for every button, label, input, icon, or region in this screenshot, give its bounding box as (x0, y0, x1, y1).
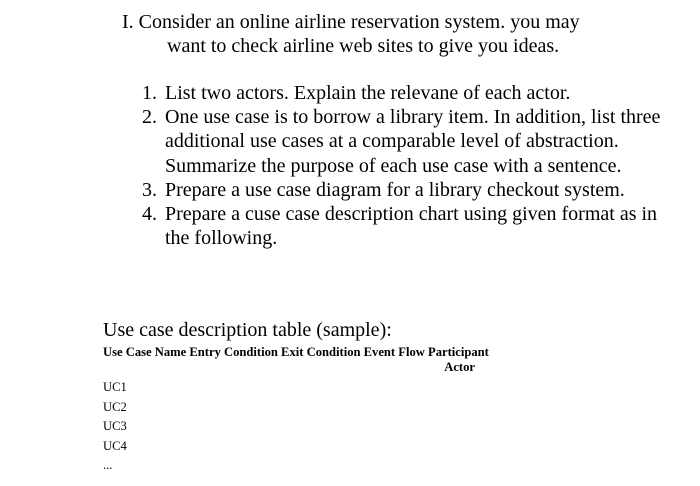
question-items (142, 81, 662, 250)
question-title (122, 10, 682, 58)
item-number: 2. (142, 106, 157, 129)
question-line-2: want to check airline web sites to give you ideas. (167, 35, 560, 57)
item-text: One use case is to borrow a library item. In addition, list three additional use cases at a comparable level of abstraction. Summarize the purpose of each use case with a sentence. (165, 106, 661, 177)
item-number: 4. (142, 203, 157, 226)
item-text: List two actors. Explain the relevane of each actor. (165, 82, 571, 104)
list-item (142, 202, 662, 250)
table-row: UC3 (103, 419, 127, 433)
item-text: Prepare a cuse case description chart using given format as in the following. (165, 203, 658, 250)
table-row: UC2 (103, 399, 127, 414)
column-headers-line-1: Use Case Name Entry Condition Exit Condition Event Flow Participant (103, 345, 489, 359)
column-headers-line-2: Actor (444, 360, 475, 374)
list-item (142, 81, 662, 105)
item-number: 3. (142, 178, 157, 201)
item-text: Prepare a use case diagram for a library checkout system. (165, 178, 625, 201)
list-item (142, 105, 662, 178)
table-row: ... (103, 458, 113, 472)
question-line-1: I. Consider an online airline reservation system. you may (122, 11, 580, 33)
table-column-headers (103, 345, 523, 375)
item-number: 1. (142, 82, 157, 104)
table-heading: Use case description table (sample): (103, 319, 392, 341)
table-row: UC1 (103, 380, 127, 394)
list-item (142, 178, 662, 202)
use-case-rows (103, 378, 127, 476)
table-row: UC4 (103, 438, 127, 453)
